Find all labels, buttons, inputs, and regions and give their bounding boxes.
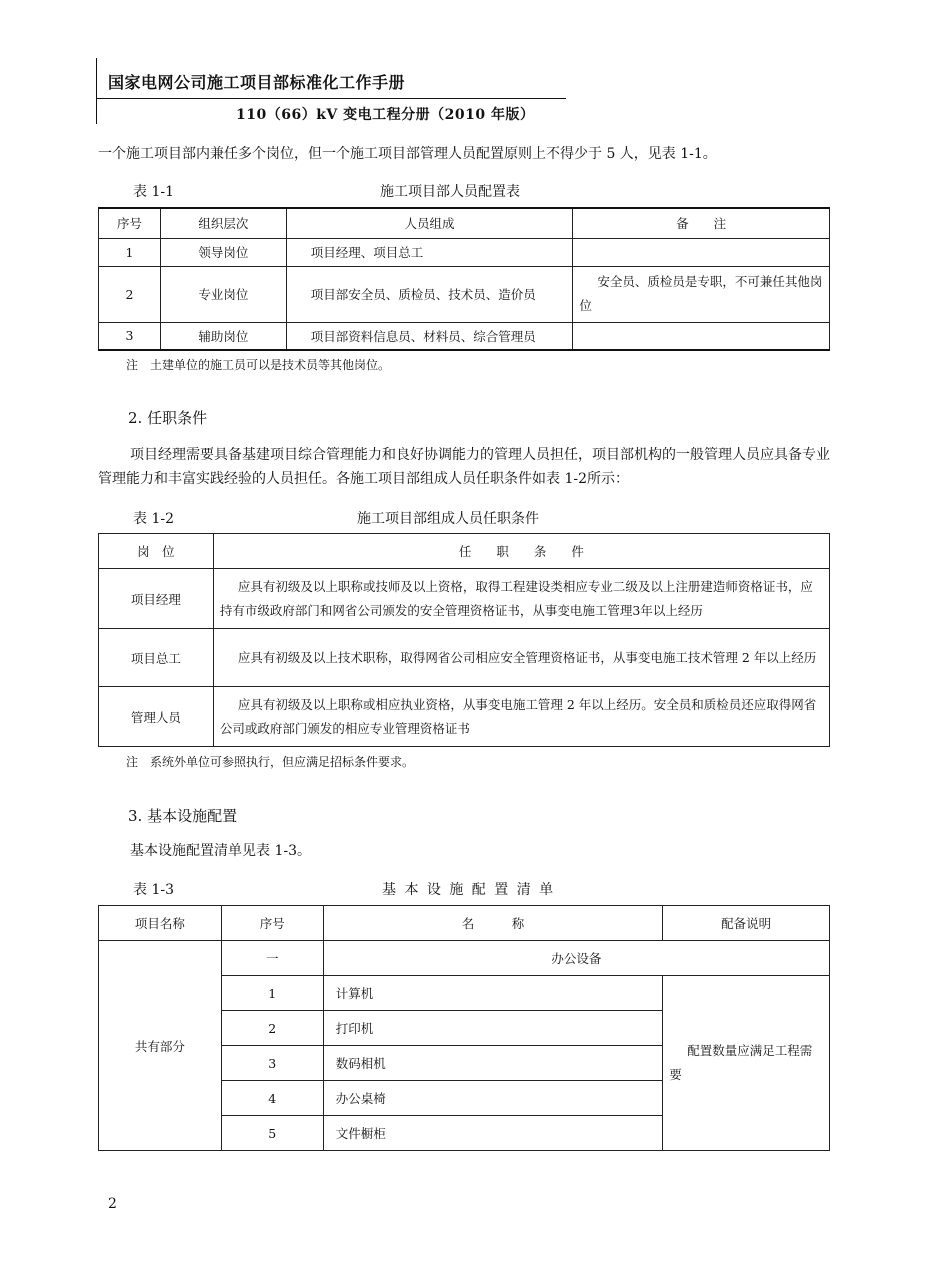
table-header-cell: 任 职 条 件 [213, 534, 829, 569]
table-cell: 项目部安全员、质检员、技术员、造价员 [286, 266, 573, 322]
table1-title: 施工项目部人员配置表 [380, 184, 520, 200]
table-header-cell: 项目名称 [99, 906, 222, 941]
table1-label: 表 1-1 [133, 184, 174, 200]
table-cell [573, 238, 830, 266]
table-header-row [99, 906, 830, 941]
table-cell: 3 [221, 1046, 323, 1081]
section3-heading: 3. 基本设施配置 [128, 807, 238, 825]
table-header-cell: 岗 位 [99, 534, 214, 569]
table-cell: 项目总工 [99, 629, 214, 687]
table-row [99, 629, 830, 687]
table-cell-remark: 配置数量应满足工程需要 [663, 976, 830, 1151]
header-vertical-rule [96, 58, 97, 124]
table-row [99, 322, 830, 350]
table-cell: 1 [99, 238, 161, 266]
table-row [99, 266, 830, 322]
table2-label: 表 1-2 [133, 511, 174, 527]
table-row [99, 238, 830, 266]
table-cell: 一 [221, 941, 323, 976]
table-cell: 计算机 [323, 976, 663, 1011]
table-header-cell: 组织层次 [160, 208, 286, 238]
table1-staffing [98, 207, 830, 351]
table2-qualifications [98, 533, 830, 747]
table-header-cell: 序号 [221, 906, 323, 941]
table-cell: 2 [99, 266, 161, 322]
table-cell: 3 [99, 322, 161, 350]
table-cell: 应具有初级及以上职称或相应执业资格，从事变电施工管理 2 年以上经历。安全员和质检员还应取得网省公司或政府部门颁发的相应专业管理资格证书 [213, 687, 829, 747]
table-cell: 项目经理 [99, 569, 214, 629]
table-cell: 数码相机 [323, 1046, 663, 1081]
table-header-cell: 备 注 [573, 208, 830, 238]
table-row [99, 569, 830, 629]
table-header-cell: 名 称 [323, 906, 663, 941]
table-header-cell: 配备说明 [663, 906, 830, 941]
table-cell: 办公桌椅 [323, 1081, 663, 1116]
table-header-cell: 序号 [99, 208, 161, 238]
section2-paragraph: 项目经理需要具备基建项目综合管理能力和良好协调能力的管理人员担任，项目部机构的一般管理人员应具备专业管理能力和丰富实践经验的人员担任。各施工项目部组成人员任职条件如表 1-2所示： [98, 447, 830, 487]
table-cell: 专业岗位 [160, 266, 286, 322]
manual-subtitle: 110（66）kV 变电工程分册（2010 年版） [236, 107, 535, 123]
table-cell: 打印机 [323, 1011, 663, 1046]
table-cell: 4 [221, 1081, 323, 1116]
table-row [99, 687, 830, 747]
table-cell: 领导岗位 [160, 238, 286, 266]
table-cell: 辅助岗位 [160, 322, 286, 350]
table3-facilities [98, 905, 830, 1151]
intro-paragraph: 一个施工项目部内兼任多个岗位，但一个施工项目部管理人员配置原则上不得少于 5 人，见表 1-1。 [98, 146, 717, 162]
table-header-cell: 人员组成 [286, 208, 573, 238]
table2-title: 施工项目部组成人员任职条件 [357, 511, 539, 527]
table-cell-group: 共有部分 [99, 941, 222, 1151]
section3-paragraph: 基本设施配置清单见表 1-3。 [130, 843, 311, 859]
table-header-row [99, 208, 830, 238]
table3-title: 基 本 设 施 配 置 清 单 [382, 882, 556, 898]
table-cell: 2 [221, 1011, 323, 1046]
table-cell: 5 [221, 1116, 323, 1151]
table3-label: 表 1-3 [133, 882, 174, 898]
section2-heading: 2. 任职条件 [128, 409, 208, 427]
table-cell: 应具有初级及以上技术职称，取得网省公司相应安全管理资格证书，从事变电施工技术管理 2 年以上经历 [213, 629, 829, 687]
table2-note: 注 系统外单位可参照执行，但应满足招标条件要求。 [126, 755, 415, 769]
table-cell-category: 办公设备 [323, 941, 829, 976]
table-cell: 项目经理、项目总工 [286, 238, 573, 266]
table-cell: 管理人员 [99, 687, 214, 747]
table-cell: 项目部资料信息员、材料员、综合管理员 [286, 322, 573, 350]
table-row [99, 941, 830, 976]
table-cell: 应具有初级及以上职称或技师及以上资格，取得工程建设类相应专业二级及以上注册建造师资格证书，应持有市级政府部门和网省公司颁发的安全管理资格证书，从事变电施工管理3年以上经历 [213, 569, 829, 629]
table-header-row [99, 534, 830, 569]
table1-note: 注 土建单位的施工员可以是技术员等其他岗位。 [126, 358, 391, 372]
table-cell: 1 [221, 976, 323, 1011]
manual-title: 国家电网公司施工项目部标准化工作手册 [108, 73, 406, 92]
table-cell [573, 322, 830, 350]
header-horizontal-rule [96, 98, 566, 99]
table-cell: 文件橱柜 [323, 1116, 663, 1151]
table-cell: 安全员、质检员是专职，不可兼任其他岗位 [573, 266, 830, 322]
page-number: 2 [108, 1196, 117, 1212]
